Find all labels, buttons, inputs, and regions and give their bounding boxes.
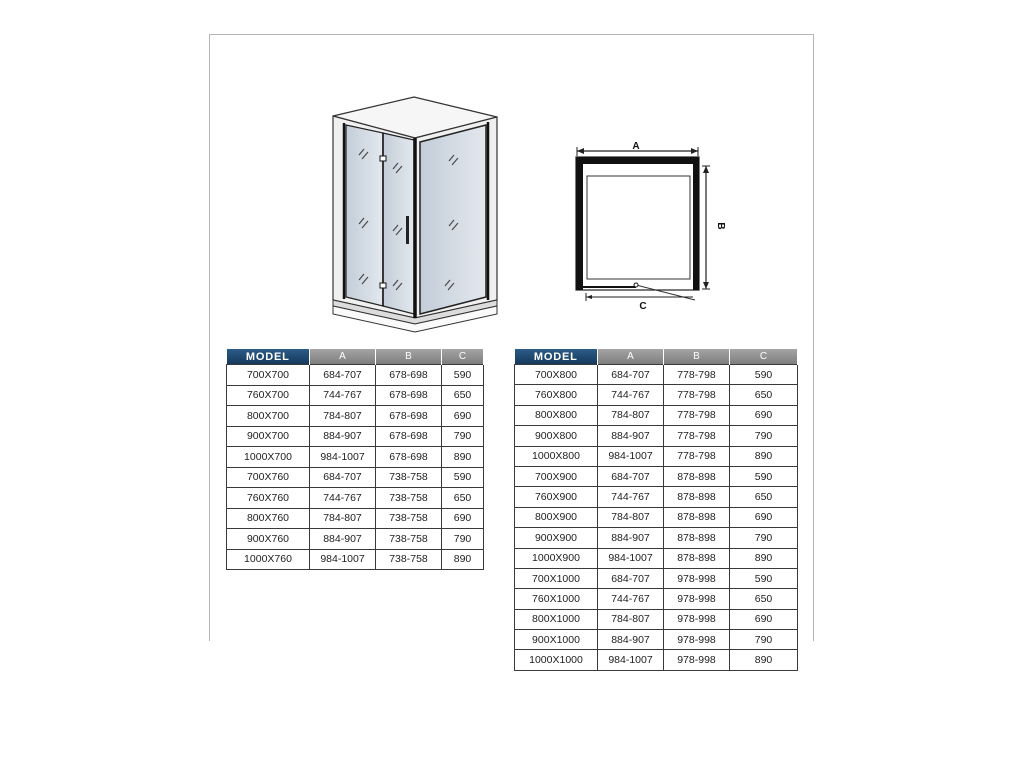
table-row [515, 426, 798, 446]
table-row [227, 385, 484, 406]
dimension-b-label: B [715, 222, 726, 230]
cell-c: 650 [442, 488, 484, 509]
cell-model: 760X900 [515, 487, 598, 507]
cell-c: 790 [730, 426, 798, 446]
cell-b: 678-698 [376, 365, 442, 386]
table-row [515, 609, 798, 629]
plan-view-diagram [576, 141, 726, 312]
plan-left-profile [576, 157, 583, 290]
header-a: A [310, 349, 376, 365]
header-a: A [598, 349, 664, 365]
cell-b: 778-798 [664, 426, 730, 446]
cell-a: 884-907 [310, 529, 376, 550]
cell-c: 890 [730, 446, 798, 466]
cell-a: 684-707 [598, 365, 664, 385]
cell-model: 900X800 [515, 426, 598, 446]
cell-a: 884-907 [598, 426, 664, 446]
bifold-door-left [346, 125, 383, 306]
cell-b: 678-698 [376, 447, 442, 468]
cell-model: 800X800 [515, 405, 598, 425]
plan-inner-area [587, 176, 690, 279]
cell-a: 984-1007 [598, 650, 664, 670]
cell-a: 884-907 [598, 630, 664, 650]
table-row [515, 365, 798, 385]
cell-model: 700X700 [227, 365, 310, 386]
cell-c: 590 [730, 466, 798, 486]
cell-b: 778-798 [664, 365, 730, 385]
cell-b: 678-698 [376, 385, 442, 406]
plan-right-profile [693, 157, 699, 290]
cell-model: 800X1000 [515, 609, 598, 629]
cell-c: 690 [730, 609, 798, 629]
table-header-row [515, 349, 798, 365]
cell-a: 784-807 [310, 406, 376, 427]
cell-b: 978-998 [664, 609, 730, 629]
cell-c: 650 [730, 487, 798, 507]
cell-model: 900X900 [515, 528, 598, 548]
dimension-b-arrow-bottom [703, 282, 709, 289]
table-row [227, 406, 484, 427]
cell-model: 700X760 [227, 467, 310, 488]
cell-a: 684-707 [310, 365, 376, 386]
shower-enclosure-drawing [333, 97, 497, 332]
cell-c: 690 [442, 508, 484, 529]
dimension-c-label: C [639, 301, 647, 312]
cell-a: 884-907 [598, 528, 664, 548]
table-row [227, 426, 484, 447]
header-c: C [442, 349, 484, 365]
cell-b: 738-758 [376, 508, 442, 529]
cell-a: 784-807 [310, 508, 376, 529]
cell-a: 684-707 [598, 466, 664, 486]
cell-a: 784-807 [598, 507, 664, 527]
dimension-a-arrow-right [691, 148, 698, 154]
cell-model: 800X900 [515, 507, 598, 527]
cell-c: 890 [442, 549, 484, 570]
cell-c: 790 [730, 528, 798, 548]
table-row [515, 568, 798, 588]
cell-b: 878-898 [664, 548, 730, 568]
cell-c: 890 [442, 447, 484, 468]
cell-c: 790 [730, 630, 798, 650]
cell-model: 1000X800 [515, 446, 598, 466]
cell-c: 650 [730, 589, 798, 609]
cell-model: 700X1000 [515, 568, 598, 588]
cell-a: 984-1007 [598, 548, 664, 568]
cell-b: 778-798 [664, 446, 730, 466]
table-row [515, 528, 798, 548]
table-row [515, 507, 798, 527]
hinge-top [380, 156, 386, 161]
cell-model: 900X1000 [515, 630, 598, 650]
cell-b: 738-758 [376, 529, 442, 550]
cell-a: 744-767 [598, 589, 664, 609]
cell-b: 738-758 [376, 488, 442, 509]
cell-c: 650 [730, 385, 798, 405]
size-table-left [226, 349, 484, 570]
table-row [227, 549, 484, 570]
table-row [515, 466, 798, 486]
table-row [515, 650, 798, 670]
cell-a: 744-767 [310, 488, 376, 509]
table-row [515, 385, 798, 405]
cell-model: 1000X700 [227, 447, 310, 468]
table-row [227, 447, 484, 468]
cell-b: 678-698 [376, 406, 442, 427]
table-row [515, 405, 798, 425]
cell-c: 590 [730, 365, 798, 385]
cell-c: 690 [730, 405, 798, 425]
cell-model: 800X760 [227, 508, 310, 529]
cell-b: 778-798 [664, 385, 730, 405]
illustration-layer [0, 0, 1022, 340]
cell-model: 700X800 [515, 365, 598, 385]
cell-model: 800X700 [227, 406, 310, 427]
cell-a: 744-767 [310, 385, 376, 406]
cell-c: 890 [730, 650, 798, 670]
door-handle [406, 216, 409, 244]
cell-model: 1000X900 [515, 548, 598, 568]
dimension-b-arrow-top [703, 166, 709, 173]
cell-model: 900X700 [227, 426, 310, 447]
cell-a: 984-1007 [598, 446, 664, 466]
cell-c: 690 [730, 507, 798, 527]
table-row [515, 630, 798, 650]
cell-b: 738-758 [376, 467, 442, 488]
header-model: MODEL [227, 349, 310, 365]
cell-c: 590 [730, 568, 798, 588]
hinge-bottom [380, 283, 386, 288]
cell-a: 984-1007 [310, 549, 376, 570]
table-row [227, 508, 484, 529]
cell-b: 778-798 [664, 405, 730, 425]
cell-a: 684-707 [310, 467, 376, 488]
cell-b: 878-898 [664, 528, 730, 548]
cell-model: 700X900 [515, 466, 598, 486]
cell-b: 978-998 [664, 650, 730, 670]
cell-model: 1000X760 [227, 549, 310, 570]
table-row [515, 589, 798, 609]
table-row [227, 467, 484, 488]
cell-a: 744-767 [598, 385, 664, 405]
cell-a: 884-907 [310, 426, 376, 447]
cell-model: 760X700 [227, 385, 310, 406]
cell-c: 590 [442, 365, 484, 386]
cell-b: 878-898 [664, 507, 730, 527]
header-c: C [730, 349, 798, 365]
cell-c: 590 [442, 467, 484, 488]
plan-top-profile [576, 157, 699, 164]
cell-b: 978-998 [664, 568, 730, 588]
cell-a: 984-1007 [310, 447, 376, 468]
table-header-row [227, 349, 484, 365]
cell-model: 760X760 [227, 488, 310, 509]
cell-a: 784-807 [598, 609, 664, 629]
cell-b: 978-998 [664, 589, 730, 609]
cell-a: 744-767 [598, 487, 664, 507]
header-b: B [376, 349, 442, 365]
cell-model: 1000X1000 [515, 650, 598, 670]
table-row [515, 487, 798, 507]
dimension-c-arrow-left [586, 295, 592, 299]
cell-model: 760X800 [515, 385, 598, 405]
cell-b: 978-998 [664, 630, 730, 650]
cell-b: 738-758 [376, 549, 442, 570]
cell-model: 900X760 [227, 529, 310, 550]
table-row [227, 365, 484, 386]
fixed-side-panel [420, 125, 486, 314]
cell-model: 760X1000 [515, 589, 598, 609]
cell-c: 690 [442, 406, 484, 427]
plan-door-pivot [634, 283, 638, 287]
table-row [227, 488, 484, 509]
cell-b: 878-898 [664, 466, 730, 486]
dimension-a-arrow-left [577, 148, 584, 154]
header-model: MODEL [515, 349, 598, 365]
cell-c: 890 [730, 548, 798, 568]
table-row [515, 446, 798, 466]
cell-c: 790 [442, 426, 484, 447]
cell-b: 878-898 [664, 487, 730, 507]
table-row [227, 529, 484, 550]
table-row [515, 548, 798, 568]
cell-c: 790 [442, 529, 484, 550]
size-table-right [514, 349, 798, 671]
cell-b: 678-698 [376, 426, 442, 447]
cell-c: 650 [442, 385, 484, 406]
dimension-a-label: A [632, 141, 640, 152]
cell-a: 684-707 [598, 568, 664, 588]
cell-a: 784-807 [598, 405, 664, 425]
header-b: B [664, 349, 730, 365]
